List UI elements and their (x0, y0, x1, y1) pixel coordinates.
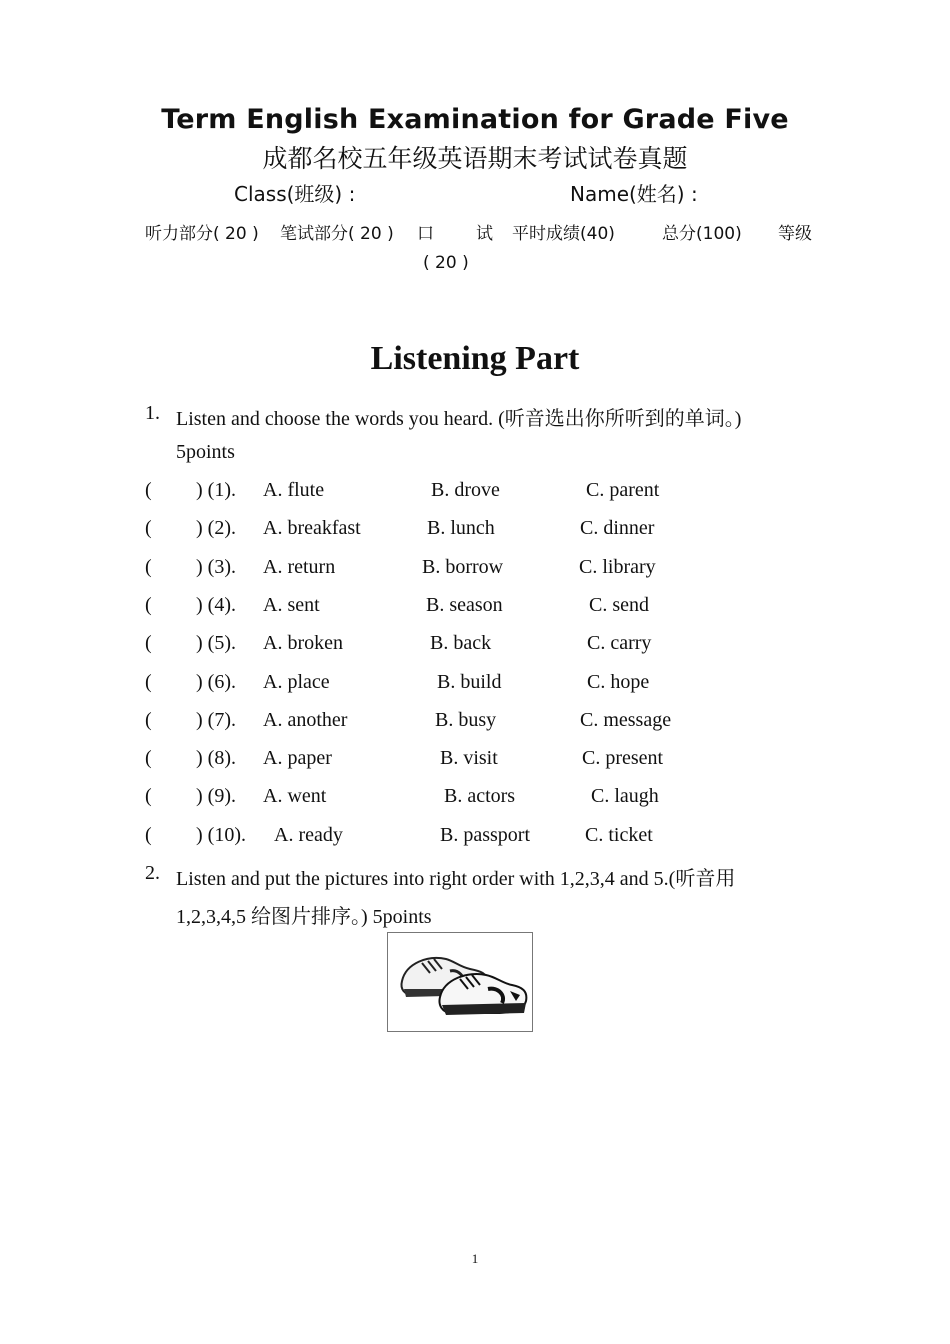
option-c: C. library (579, 556, 656, 578)
score-oral-part2: 试 (476, 224, 493, 244)
option-row-open-paren: ( (145, 632, 152, 654)
option-a: A. went (263, 785, 327, 807)
option-c: C. dinner (580, 517, 655, 539)
option-a: A. sent (263, 594, 320, 616)
question-1-number: 1. (145, 402, 160, 424)
score-regular: 平时成绩(40) (512, 224, 615, 244)
page-number: 1 (471, 1251, 479, 1266)
question-2-text-line2: 1,2,3,4,5 给图片排序。) 5points (176, 906, 432, 928)
score-writing: 笔试部分( 20 ) (280, 224, 394, 244)
option-c: C. message (580, 709, 672, 731)
option-b: B. back (430, 632, 492, 654)
option-c: C. ticket (585, 824, 653, 846)
option-row-open-paren: ( (145, 709, 152, 731)
score-oral-part1: 口 (417, 224, 434, 244)
option-row-open-paren: ( (145, 824, 152, 846)
name-field-label: Name(姓名) : (570, 182, 698, 206)
question-2-number: 2. (145, 862, 160, 884)
option-c: C. laugh (591, 785, 659, 807)
score-grade: 等级 (778, 224, 812, 244)
option-row-number: ) (7). (196, 709, 236, 731)
option-row-number: ) (4). (196, 594, 236, 616)
question-1-points: 5points (176, 441, 235, 463)
option-c: C. send (589, 594, 649, 616)
option-row-number: ) (9). (196, 785, 236, 807)
score-grade-value: ( 20 ) (423, 253, 469, 273)
option-row-number: ) (10). (196, 824, 246, 846)
option-row-open-paren: ( (145, 785, 152, 807)
class-field-label: Class(班级) : (234, 182, 356, 206)
option-row-open-paren: ( (145, 517, 152, 539)
option-row-open-paren: ( (145, 594, 152, 616)
option-a: A. return (263, 556, 336, 578)
option-row-open-paren: ( (145, 556, 152, 578)
option-row-open-paren: ( (145, 671, 152, 693)
option-b: B. actors (444, 785, 516, 807)
option-b: B. season (426, 594, 503, 616)
option-b: B. build (437, 671, 502, 693)
option-a: A. ready (274, 824, 343, 846)
exam-title-english: Term English Examination for Grade Five (161, 104, 789, 135)
option-a: A. another (263, 709, 348, 731)
option-row-number: ) (3). (196, 556, 236, 578)
question-2-text-line1: Listen and put the pictures into right order with 1,2,3,4 and 5.(听音用 (176, 868, 736, 890)
option-row-number: ) (6). (196, 671, 236, 693)
option-b: B. passport (440, 824, 530, 846)
option-row-number: ) (1). (196, 479, 236, 501)
option-b: B. borrow (422, 556, 504, 578)
option-b: B. drove (431, 479, 500, 501)
section-title: Listening Part (370, 340, 580, 377)
option-a: A. breakfast (263, 517, 361, 539)
option-c: C. parent (586, 479, 660, 501)
option-b: B. busy (435, 709, 497, 731)
option-row-open-paren: ( (145, 747, 152, 769)
question-1-text: Listen and choose the words you heard. (听音选出你所听到的单词。) (176, 408, 742, 430)
exam-title-chinese: 成都名校五年级英语期末考试试卷真题 (262, 144, 688, 173)
option-a: A. flute (263, 479, 325, 501)
option-row-number: ) (5). (196, 632, 236, 654)
option-a: A. place (263, 671, 330, 693)
option-c: C. present (582, 747, 664, 769)
score-total: 总分(100) (662, 224, 742, 244)
score-listening: 听力部分( 20 ) (145, 224, 259, 244)
sneakers-icon (388, 933, 532, 1031)
option-c: C. carry (587, 632, 652, 654)
sneakers-picture (387, 932, 533, 1032)
option-b: B. visit (440, 747, 498, 769)
option-c: C. hope (587, 671, 650, 693)
option-row-open-paren: ( (145, 479, 152, 501)
option-row-number: ) (2). (196, 517, 236, 539)
option-b: B. lunch (427, 517, 495, 539)
option-row-number: ) (8). (196, 747, 236, 769)
option-a: A. paper (263, 747, 332, 769)
option-a: A. broken (263, 632, 343, 654)
